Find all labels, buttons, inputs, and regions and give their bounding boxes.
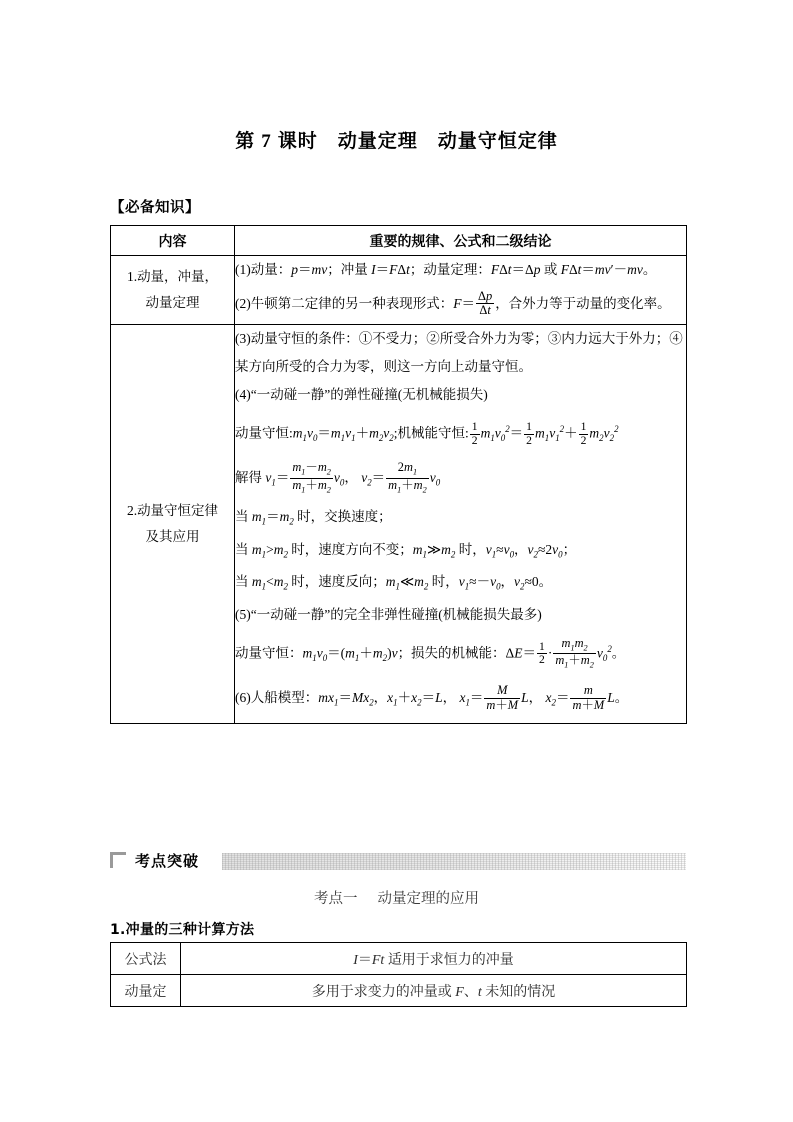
required-knowledge-heading: 【必备知识】 (110, 200, 200, 216)
page-title-prefix: 第 (235, 130, 256, 152)
row-content-momentum-impulse (235, 256, 687, 325)
knowledge-item-12: (6)人船模型：$mx_1=Mx_2$，$x_1+x_2=L$， $x_1=$ $\frac{M}{m+M}$ L， $x_2=$ $\frac{m}{m+M}$ L。 (235, 683, 629, 712)
subsection-heading: 1.冲量的三种计算方法 (110, 922, 255, 938)
knowledge-item-8: 当 $m_1>m_2$ 时，速度方向不变；$m_1≫m_2$ 时，$v_1\approx v_0$，$v_2\approx 2v_0$； (235, 541, 577, 560)
table-row (111, 943, 687, 975)
row-label-momentum-impulse (111, 256, 235, 325)
page-title-unit: 课时 (277, 130, 318, 152)
page-title-topic-1: 动量定理 (337, 130, 418, 152)
row-label-conservation (111, 325, 235, 724)
impulse-method-table (110, 942, 687, 1007)
corner-bracket-icon (110, 852, 126, 868)
method-name-momentum: 动量定 (111, 975, 181, 1007)
row-label-line: 1.动量，冲量， (126, 269, 219, 284)
kaodian-index: 考点一 (314, 891, 358, 907)
method-desc-formula: I＝Ft 适用于求恒力的冲量 (181, 943, 687, 975)
table-row (111, 325, 687, 724)
knowledge-item-4: (4)“一动碰一静”的弹性碰撞(无机械能损失) (235, 387, 488, 402)
knowledge-item-2: (2)牛顿第二定律的另一种表现形式：F＝ $\frac{\Delta p}{\Delta t}$ ，合外力等于动量的变化率。 (235, 289, 671, 318)
kaodian-title: 动量定理的应用 (377, 891, 479, 907)
kaodian-heading (0, 887, 793, 908)
table-header-row (111, 226, 687, 256)
table-row (111, 975, 687, 1007)
page-title-number: 7 (261, 131, 272, 152)
knowledge-item-10: (5)“一动碰一静”的完全非弹性碰撞(机械能损失最多) (235, 606, 542, 622)
knowledge-table (110, 225, 687, 724)
page-title (0, 126, 793, 153)
knowledge-item-3: (3)动量守恒的条件：①不受力；②所受合外力为零；③内力远大于外力；④某方向所受的合力为零，则这一方向上动量守恒。 (235, 331, 683, 374)
column-header-content: 内容 (111, 226, 235, 256)
knowledge-item-11: 动量守恒：$m_1v_0=(m_1+m_2)v$；损失的机械能：ΔE＝ $\frac{1}{2}$ · $\frac{m_1m_2}{m_1+m_2}$ $v_0^2$。 (235, 635, 626, 670)
section-banner (110, 851, 686, 873)
row-label-line: 及其应用 (145, 528, 200, 544)
method-name-formula: 公式法 (111, 943, 181, 975)
banner-gradient-bar (222, 853, 686, 870)
row-content-conservation (235, 325, 687, 724)
knowledge-item-1: (1)动量：p＝mv；冲量 I＝FΔt；动量定理：FΔt＝Δp 或 FΔt＝mv′－mv。 (235, 262, 657, 277)
table-row (111, 256, 687, 325)
knowledge-item-9: 当 $m_1<m_2$ 时，速度反向；$m_1≪m_2$ 时，$v_1\approx-v_0$，$v_2\approx 0$。 (235, 574, 553, 592)
knowledge-item-5: 动量守恒$:m_1v_0=m_1v_1+m_2v_2$;机械能守恒: $\frac{1}{2}$ $m_1v_0^2=$ $\frac{1}{2}$ $m_1v_1^2+$ $\frac{1}{2}$ $m_2v_2^2$ (235, 420, 619, 447)
section-banner-label: 考点突破 (135, 852, 200, 870)
knowledge-item-6: 解得 $v_1=$ $\frac{m_1-m_2}{m_1+m_2}$ $v_0$， $v_2=$ $\frac{2m_1}{m_1+m_2}$ $v_0$ (235, 460, 441, 495)
row-label-line: 动量定理 (145, 295, 200, 310)
knowledge-item-7: 当 $m_1=m_2$ 时，交换速度； (235, 508, 392, 527)
method-desc-momentum: 多用于求变力的冲量或 F、t 未知的情况 (181, 975, 687, 1007)
page-title-topic-2: 动量守恒定律 (437, 130, 558, 152)
column-header-rules: 重要的规律、公式和二级结论 (235, 226, 687, 256)
row-label-line: 2.动量守恒定律 (126, 502, 219, 518)
